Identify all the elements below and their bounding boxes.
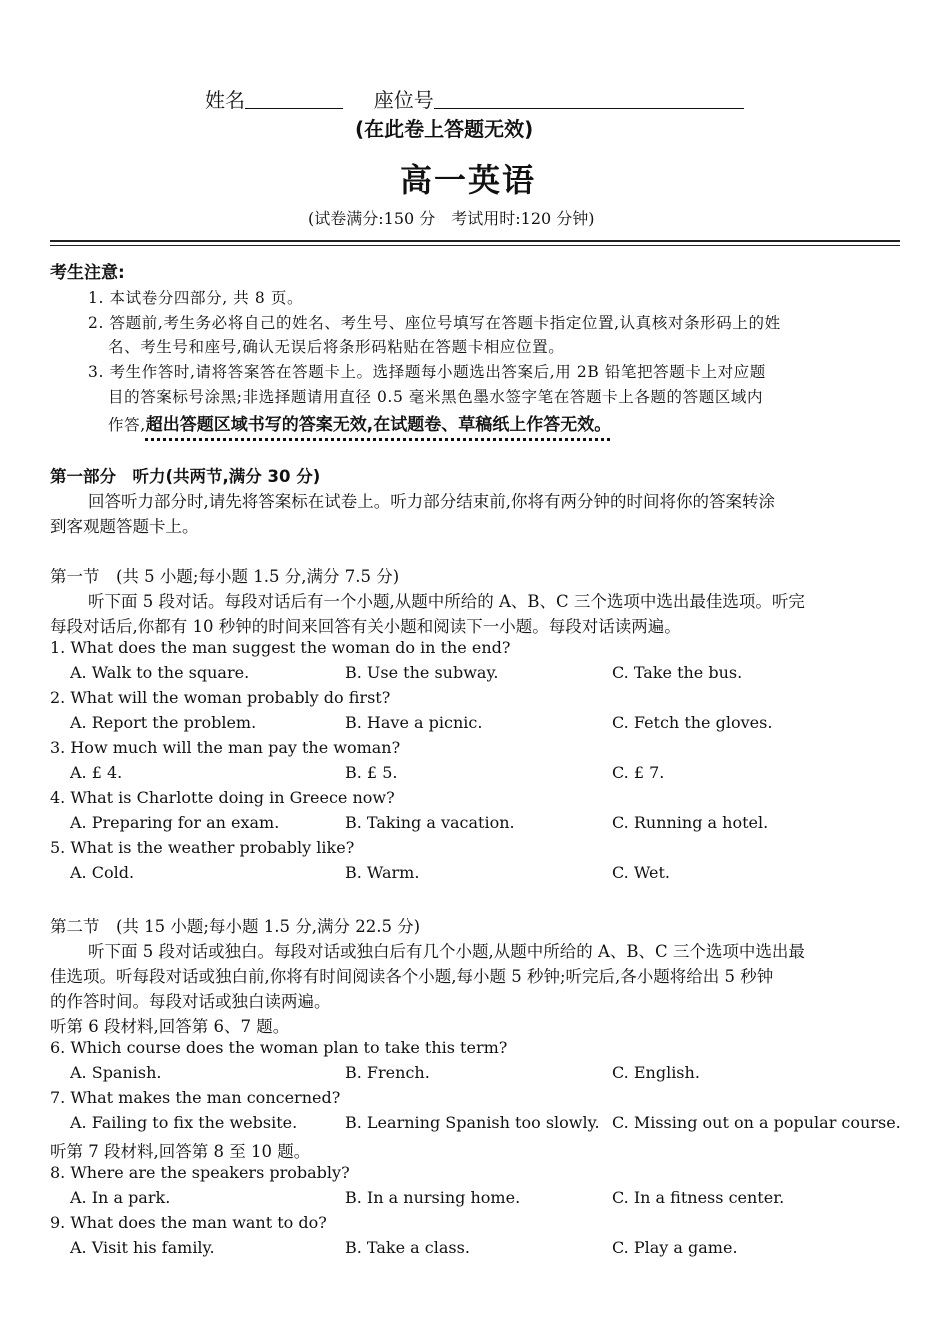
q6-option-c: C. English. bbox=[612, 1063, 700, 1082]
q2-option-c: C. Fetch the gloves. bbox=[612, 713, 773, 732]
q8-option-c: C. In a fitness center. bbox=[612, 1188, 785, 1207]
notice-emphasis: 超出答题区域书写的答案无效,在试题卷、草稿纸上作答无效。 bbox=[145, 415, 612, 435]
notice-heading: 考生注意: bbox=[50, 263, 125, 283]
section1-heading: 第一节 (共 5 小题;每小题 1.5 分,满分 7.5 分) bbox=[50, 567, 400, 586]
question-6: 6. Which course does the woman plan to take this term? bbox=[50, 1038, 508, 1057]
question-3: 3. How much will the man pay the woman? bbox=[50, 738, 401, 757]
q6-option-b: B. French. bbox=[345, 1063, 430, 1082]
q2-option-b: B. Have a picnic. bbox=[345, 713, 483, 732]
section2-intro-line-1: 听下面 5 段对话或独白。每段对话或独白后有几个小题,从题中所给的 A、B、C 三个选项中选出最 bbox=[88, 942, 805, 961]
q4-option-a: A. Preparing for an exam. bbox=[70, 813, 280, 832]
q3-option-a: A. £ 4. bbox=[70, 763, 123, 782]
section2-intro-line-3: 的作答时间。每段对话或独白读两遍。 bbox=[50, 992, 331, 1011]
question-9: 9. What does the man want to do? bbox=[50, 1213, 327, 1232]
q1-option-a: A. Walk to the square. bbox=[70, 663, 250, 682]
question-4: 4. What is Charlotte doing in Greece now? bbox=[50, 788, 395, 807]
name-blank bbox=[245, 90, 343, 109]
notice-item-2-line-2: 名、考生号和座号,确认无误后将条形码粘贴在答题卡相应位置。 bbox=[108, 338, 565, 356]
material-6-instruction: 听第 6 段材料,回答第 6、7 题。 bbox=[50, 1017, 290, 1036]
q4-option-b: B. Taking a vacation. bbox=[345, 813, 515, 832]
q2-option-a: A. Report the problem. bbox=[70, 713, 257, 732]
section2-heading: 第二节 (共 15 小题;每小题 1.5 分,满分 22.5 分) bbox=[50, 917, 421, 936]
notice-item-3-line-2: 目的答案标号涂黑;非选择题请用直径 0.5 毫米黑色墨水签字笔在答题卡上各题的答题区域内 bbox=[108, 388, 764, 406]
notice-item-3-line-1: 3. 考生作答时,请将答案答在答题卡上。选择题每小题选出答案后,用 2B 铅笔把答题卡上对应题 bbox=[88, 363, 766, 381]
q9-option-b: B. Take a class. bbox=[345, 1238, 470, 1257]
section1-intro-line-1: 听下面 5 段对话。每段对话后有一个小题,从题中所给的 A、B、C 三个选项中选出最佳选项。听完 bbox=[88, 592, 805, 611]
notice-item-2-line-1: 2. 答题前,考生务必将自己的姓名、考生号、座位号填写在答题卡指定位置,认真核对条形码上的姓 bbox=[88, 314, 781, 332]
question-7: 7. What makes the man concerned? bbox=[50, 1088, 341, 1107]
invalid-note: (在此卷上答题无效) bbox=[355, 117, 534, 141]
question-8: 8. Where are the speakers probably? bbox=[50, 1163, 350, 1182]
seat-label: 座位号 bbox=[373, 88, 434, 112]
question-5: 5. What is the weather probably like? bbox=[50, 838, 355, 857]
q5-option-a: A. Cold. bbox=[70, 863, 135, 882]
name-label: 姓名 bbox=[205, 88, 245, 112]
part1-intro-line-2: 到客观题答题卡上。 bbox=[50, 517, 199, 536]
part1-intro-line-1: 回答听力部分时,请先将答案标在试卷上。听力部分结束前,你将有两分钟的时间将你的答案转涂 bbox=[88, 492, 775, 511]
q4-option-c: C. Running a hotel. bbox=[612, 813, 769, 832]
q1-option-c: C. Take the bus. bbox=[612, 663, 743, 682]
q3-option-b: B. £ 5. bbox=[345, 763, 398, 782]
q7-option-b: B. Learning Spanish too slowly. bbox=[345, 1113, 600, 1132]
q7-option-a: A. Failing to fix the website. bbox=[70, 1113, 298, 1132]
question-1: 1. What does the man suggest the woman do in the end? bbox=[50, 638, 511, 657]
part1-heading-text: 第一部分 听力(共两节,满分 30 分) bbox=[50, 467, 321, 486]
q5-option-c: C. Wet. bbox=[612, 863, 670, 882]
material-7-instruction: 听第 7 段材料,回答第 8 至 10 题。 bbox=[50, 1142, 311, 1161]
header-rule-thin bbox=[50, 245, 900, 246]
seat-blank bbox=[434, 90, 744, 109]
q1-option-b: B. Use the subway. bbox=[345, 663, 499, 682]
notice-item-1: 1. 本试卷分四部分, 共 8 页。 bbox=[88, 289, 304, 307]
q9-option-a: A. Visit his family. bbox=[70, 1238, 215, 1257]
q8-option-b: B. In a nursing home. bbox=[345, 1188, 521, 1207]
notice-item-3-line-3 bbox=[108, 410, 611, 435]
q9-option-c: C. Play a game. bbox=[612, 1238, 738, 1257]
candidate-info-row bbox=[205, 84, 744, 113]
section1-intro-line-2: 每段对话后,你都有 10 秒钟的时间来回答有关小题和阅读下一小题。每段对话读两遍。 bbox=[50, 617, 681, 636]
question-2: 2. What will the woman probably do first? bbox=[50, 688, 391, 707]
q6-option-a: A. Spanish. bbox=[70, 1063, 162, 1082]
q3-option-c: C. £ 7. bbox=[612, 763, 665, 782]
q5-option-b: B. Warm. bbox=[345, 863, 420, 882]
q8-option-a: A. In a park. bbox=[70, 1188, 171, 1207]
page-title: 高一英语 bbox=[400, 161, 537, 199]
q7-option-c: C. Missing out on a popular course. bbox=[612, 1113, 901, 1132]
notice-item-3-prefix: 作答, bbox=[108, 416, 146, 434]
header-rule-thick bbox=[50, 240, 900, 242]
section2-intro-line-2: 佳选项。听每段对话或独白前,你将有时间阅读各个小题,每小题 5 秒钟;听完后,各小题将给出 5 秒钟 bbox=[50, 967, 774, 986]
exam-meta: (试卷满分:150 分 考试用时:120 分钟) bbox=[308, 209, 595, 228]
part1-heading bbox=[50, 463, 320, 487]
